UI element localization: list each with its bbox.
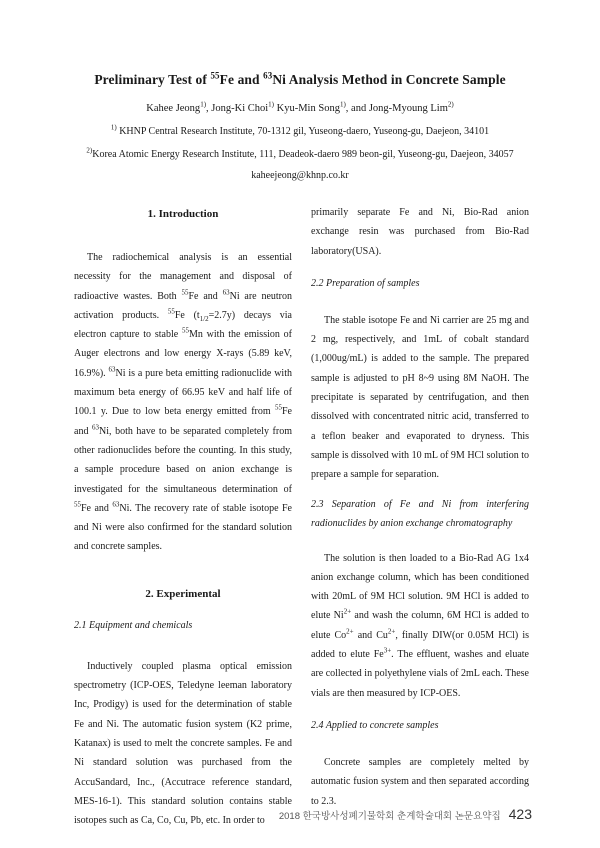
introduction-paragraph: The radiochemical analysis is an essential necessity for the management and disposal of radioactive wastes. Both $^{55}$Fe and $^{63}$Ni are neutron activation products. $^{55}$Fe $(t_{1/2}=2.7y)$ decays via electron capture to stable $^{55}$Mn with the emission of Auger electrons and low energy X-rays (5.89 keV, 16.9%). $^{63}$Ni is a pure beta emitting radionuclide with maximum beta energy of 66.95 keV and half life of 100.1 y. Due to low beta energy emitted from $^{55}$Fe and $^{63}$Ni, both have to be separated completely from other radionuclides before the counting. In this study, a sample procedure based on anion exchange is investigated for the simultaneous determination of $^{55}$Fe and $^{63}$Ni. The recovery rate of stable isotope Fe and Ni were also confirmed for the standard solution and concrete samples. xyxy=(74,252,292,553)
author-name: Kyu-Min Song xyxy=(276,103,340,114)
author-list: Kahee Jeong$^{1)}$, Jong-Ki Choi$^{1)}$ Kyu-Min Song$^{1)}$, and Jong-Myoung Lim$^{2)}$ xyxy=(146,100,454,114)
page-number: 423 xyxy=(508,806,532,822)
affiliation-1: $^{1)}$ KHNP Central Research Institute, 70-1312 gil, Yuseong-daero, Yuseong-gu, Daejeon, 34101 xyxy=(110,123,490,137)
proceedings-title: 2018 한국방사성폐기물학회 춘계학술대회 논문요약집 xyxy=(278,811,501,822)
left-column xyxy=(74,203,292,830)
equipment-paragraph-continued: primarily separate Fe and Ni, Bio-Rad anion exchange resin was purchased from Bio-Rad laboratory(USA). xyxy=(311,207,529,257)
section-heading-introduction: 1. Introduction xyxy=(147,208,219,220)
subsection-heading-2-3: 2.3 Separation of Fe and Ni from interfering radionuclides by anion exchange chromatography xyxy=(311,498,529,529)
contact-email[interactable]: kaheejeong@khnp.co.kr xyxy=(251,170,349,181)
subsection-heading-2-2: 2.2 Preparation of samples xyxy=(311,277,420,289)
preparation-paragraph: The stable isotope Fe and Ni carrier are 25 mg and 2 mg, respectively, and 1mL of cobalt standard (1,000ug/mL) is added to the sample. The prepared sample is adjusted to pH 8~9 using 8M NaOH. The precipitate is separated by centrifugation, and then dissolved with concentrated nitric acid, transferred to a teflon beaker and evaporated to dryness. This sample is dissolved with 10 mL of 9M HCl solution to prepare a sample for separation. xyxy=(311,314,529,481)
author-name: Jong-Ki Choi xyxy=(211,103,269,114)
concrete-paragraph: Concrete samples are completely melted by automatic fusion system and then separated according to 2.3. xyxy=(311,756,529,807)
paper-title: Preliminary Test of $^{55}$Fe and $^{63}$Ni Analysis Method in Concrete Sample xyxy=(94,70,506,87)
separation-paragraph: The solution is then loaded to a Bio-Rad AG 1x4 anion exchange column, which has been conditioned with 20mL of 9M HCl solution. 9M HCl is added to elute $Ni^{2+}$ and wash the column, 6M HCl is added to elute $Co^{2+}$ and $Cu^{2+}$, finally DIW(or 0.05M HCl) is added to elute $Fe^{3+}$. The effluent, washes and eluate are collected in polyethylene vials of 2mL each. These vials are then measured by ICP-OES. xyxy=(311,552,529,699)
right-column xyxy=(311,203,529,811)
equipment-paragraph: Inductively coupled plasma optical emission spectrometry (ICP-OES, Teledyne leeman laboratory Inc, Prodigy) is used for the determination of stable Fe and Ni. The automatic fusion system (K2 prime, Katanax) is used to melt the concrete samples. Fe and Ni standard solution was purchased from the AccuSandard, Inc., (Accutrace reference standard, MES-16-1). This standard solution contains stable isotopes such as Ca, Co, Cu, Pb, etc. In order to xyxy=(74,660,292,827)
section-heading-experimental: 2. Experimental xyxy=(145,587,221,600)
page-footer xyxy=(279,806,532,822)
affiliation-2: $^{2)}$Korea Atomic Energy Research Institute, 111, Deadeok-daero 989 beon-gil, Yuseong-gu, Daejeon, 34057 xyxy=(86,146,514,160)
author-name: Jong-Myoung Lim xyxy=(368,103,448,114)
author-name: Kahee Jeong xyxy=(146,103,201,114)
subsection-heading-2-1: 2.1 Equipment and chemicals xyxy=(74,619,193,631)
subsection-heading-2-4: 2.4 Applied to concrete samples xyxy=(311,719,439,731)
